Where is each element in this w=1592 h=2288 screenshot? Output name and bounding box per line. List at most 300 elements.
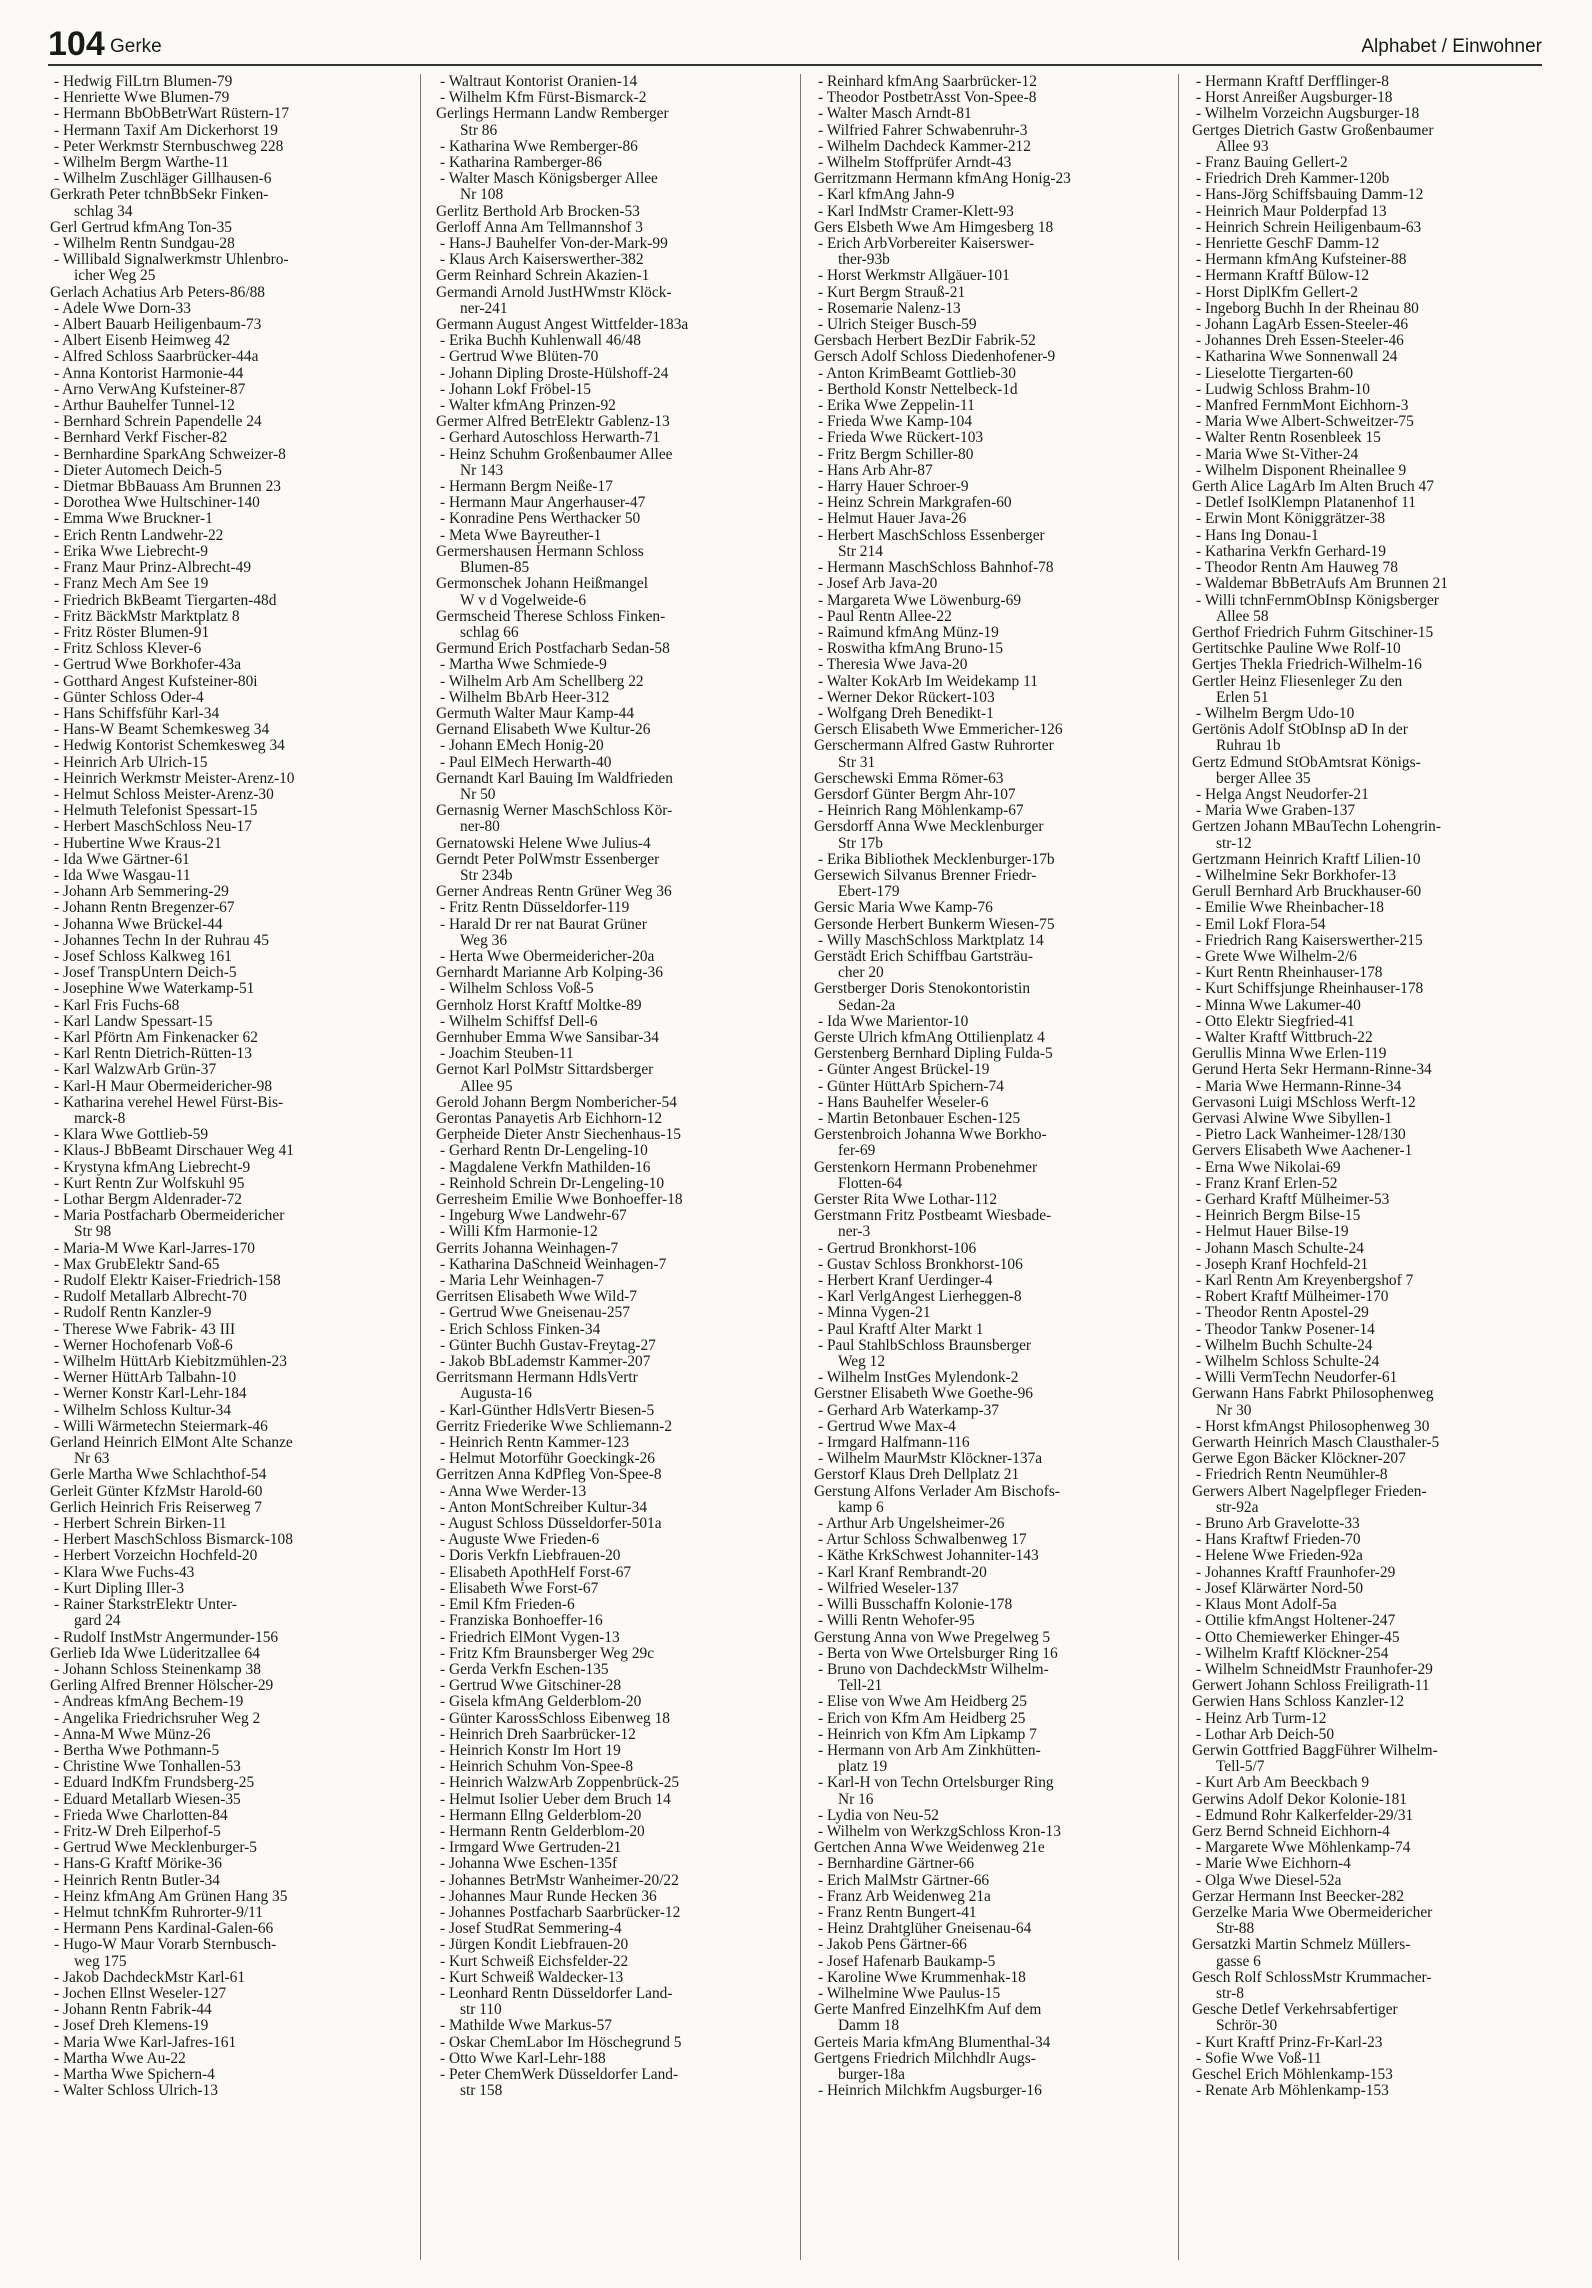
sub-entry: - Johanna Wwe Brückel-44: [50, 917, 408, 933]
sub-entry: - Paul ElMech Herwarth-40: [436, 755, 794, 771]
sub-entry: - Gotthard Angest Kufsteiner-80i: [50, 674, 408, 690]
sub-entry: - Rosemarie Nalenz-13: [814, 301, 1172, 317]
surname-entry: Gersdorff Anna Wwe Mecklenburger: [814, 819, 1044, 836]
sub-entry: - Kurt Schiffsjunge Rheinhauser-178: [1192, 981, 1550, 997]
entry-continuation: Ebert-179: [838, 884, 900, 901]
sub-entry: - Karl-H Maur Obermeidericher-98: [50, 1079, 408, 1095]
sub-entry: - Heinz kfmAng Am Grünen Hang 35: [50, 1889, 408, 1905]
sub-entry: - Gertrud Bronkhorst-106: [814, 1241, 1172, 1257]
entry-continuation: Str 17b: [838, 835, 883, 852]
sub-entry: - Erika Bibliothek Mecklenburger-17b: [814, 852, 1172, 868]
sub-entry: - Helmut Isolier Ueber dem Bruch 14: [436, 1792, 794, 1808]
entry-continuation: Str-88: [1216, 1921, 1255, 1938]
sub-entry: - Helga Angst Neudorfer-21: [1192, 787, 1550, 803]
sub-entry: - Horst kfmAngst Philosophenweg 30: [1192, 1419, 1550, 1435]
sub-entry: - Willi Kfm Harmonie-12: [436, 1224, 794, 1240]
column-3: [814, 74, 1172, 2099]
entry-continuation: cher 20: [838, 965, 884, 982]
sub-entry: - Hedwig FilLtrn Blumen-79: [50, 74, 408, 90]
sub-entry: - Robert Kraftf Mülheimer-170: [1192, 1289, 1550, 1305]
surname-entry: Gerund Herta Sekr Hermann-Rinne-34: [1192, 1062, 1432, 1079]
entry-continuation: str 158: [460, 2083, 503, 2100]
sub-entry: - Günter Schloss Oder-4: [50, 690, 408, 706]
surname-entry: Gerritsen Elisabeth Wwe Wild-7: [436, 1289, 637, 1306]
sub-entry: - Frieda Wwe Rückert-103: [814, 430, 1172, 446]
sub-entry: - Renate Arb Möhlenkamp-153: [1192, 2083, 1550, 2099]
sub-entry: - Martha Wwe Spichern-4: [50, 2067, 408, 2083]
sub-entry: - Mathilde Wwe Markus-57: [436, 2018, 794, 2034]
surname-entry: Gerontas Panayetis Arb Eichhorn-12: [436, 1111, 663, 1127]
surname-entry: Gerull Bernhard Arb Bruckhauser-60: [1192, 884, 1422, 901]
surname-entry: Germershausen Hermann Schloss: [436, 543, 644, 560]
surname-entry: Gerstner Elisabeth Wwe Goethe-96: [814, 1386, 1033, 1403]
sub-entry: - Albert Eisenb Heimweg 42: [50, 333, 408, 349]
surname-entry: Gertjes Thekla Friedrich-Wilhelm-16: [1192, 657, 1422, 674]
sub-entry: - Dietmar BbBauass Am Brunnen 23: [50, 479, 408, 495]
sub-entry: - August Schloss Düsseldorfer-501a: [436, 1516, 794, 1532]
entry-continuation: Sedan-2a: [838, 997, 896, 1014]
sub-entry: - Johann Masch Schulte-24: [1192, 1241, 1550, 1257]
sub-entry: - Katharina verehel Hewel Fürst-Bis-: [50, 1095, 408, 1111]
sub-entry: - Joseph Kranf Hochfeld-21: [1192, 1257, 1550, 1273]
sub-entry: - Lothar Bergm Aldenrader-72: [50, 1192, 408, 1208]
sub-entry: - Heinrich Rentn Butler-34: [50, 1873, 408, 1889]
sub-entry: - Walter KokArb Im Weidekamp 11: [814, 674, 1172, 690]
surname-entry: Gerteis Maria kfmAng Blumenthal-34: [814, 2034, 1051, 2051]
entry-continuation: Tell-21: [838, 1678, 883, 1695]
sub-entry: - Paul StahlbSchloss Braunsberger: [814, 1338, 1172, 1354]
sub-entry: - Franz Kranf Erlen-52: [1192, 1176, 1550, 1192]
sub-entry: - Kurt Arb Am Beeckbach 9: [1192, 1775, 1550, 1791]
surname-entry: Gerwann Hans Fabrkt Philosophenweg: [1192, 1386, 1434, 1403]
sub-entry: - Hermann MaschSchloss Bahnhof-78: [814, 560, 1172, 576]
sub-entry: - Gertrud Wwe Blüten-70: [436, 349, 794, 365]
surname-entry: Gesch Rolf SchlossMstr Krummacher-: [1192, 1969, 1432, 1986]
sub-entry: - Johann Rentn Bregenzer-67: [50, 900, 408, 916]
sub-entry: - Heinrich Rentn Kammer-123: [436, 1435, 794, 1451]
sub-entry: - Hermann Taxif Am Dickerhorst 19: [50, 123, 408, 139]
sub-entry: - Max GrubElektr Sand-65: [50, 1257, 408, 1273]
page-header: [48, 26, 1542, 62]
sub-entry: - Karl Rentn Am Kreyenbergshof 7: [1192, 1273, 1550, 1289]
surname-entry: Gernholz Horst Kraftf Moltke-89: [436, 997, 642, 1014]
sub-entry: - Wilhelm Rentn Sundgau-28: [50, 236, 408, 252]
sub-entry: - Bernhard Schrein Papendelle 24: [50, 414, 408, 430]
sub-entry: - Hugo-W Maur Vorarb Sternbusch-: [50, 1937, 408, 1953]
sub-entry: - Reinhold Schrein Dr-Lengeling-10: [436, 1176, 794, 1192]
surname-entry: Germscheid Therese Schloss Finken-: [436, 608, 666, 625]
sub-entry: - Heinrich Konstr Im Hort 19: [436, 1743, 794, 1759]
sub-entry: - Elise von Wwe Am Heidberg 25: [814, 1694, 1172, 1710]
sub-entry: - Heinrich Werkmstr Meister-Arenz-10: [50, 771, 408, 787]
sub-entry: - Harald Dr rer nat Baurat Grüner: [436, 917, 794, 933]
sub-entry: - Gertrud Wwe Mecklenburger-5: [50, 1840, 408, 1856]
sub-entry: - Eduard Metallarb Wiesen-35: [50, 1792, 408, 1808]
sub-entry: - Hans Arb Ahr-87: [814, 463, 1172, 479]
sub-entry: - Erich MalMstr Gärtner-66: [814, 1873, 1172, 1889]
sub-entry: - Karl IndMstr Cramer-Klett-93: [814, 204, 1172, 220]
entry-continuation: berger Allee 35: [1216, 770, 1311, 787]
sub-entry: - Willi VermTechn Neudorfer-61: [1192, 1370, 1550, 1386]
surname-entry: Germ Reinhard Schrein Akazien-1: [436, 268, 650, 285]
sub-entry: - Hermann Kraftf Bülow-12: [1192, 268, 1550, 284]
sub-entry: - Gertrud Wwe Max-4: [814, 1419, 1172, 1435]
surname-entry: Gerullis Minna Wwe Erlen-119: [1192, 1046, 1387, 1063]
surname-entry: Gerlich Heinrich Fris Reiserweg 7: [50, 1499, 262, 1516]
sub-entry: - Johannes Dreh Essen-Steeler-46: [1192, 333, 1550, 349]
sub-entry: - Horst Anreißer Augsburger-18: [1192, 90, 1550, 106]
sub-entry: - Kurt Schweiß Eichsfelder-22: [436, 1954, 794, 1970]
sub-entry: - Hubertine Wwe Kraus-21: [50, 836, 408, 852]
sub-entry: - Anton KrimBeamt Gottlieb-30: [814, 366, 1172, 382]
surname-entry: Gerlieb Ida Wwe Lüderitzallee 64: [50, 1645, 260, 1662]
surname-entry: Gertitschke Pauline Wwe Rolf-10: [1192, 641, 1401, 658]
sub-entry: - Wilhelm Zuschläger Gillhausen-6: [50, 171, 408, 187]
surname-entry: Gerstenbroich Johanna Wwe Borkho-: [814, 1127, 1047, 1144]
sub-entry: - Jochen Ellnst Weseler-127: [50, 1986, 408, 2002]
entry-continuation: Str 98: [74, 1224, 112, 1241]
sub-entry: - Erwin Mont Königgrätzer-38: [1192, 511, 1550, 527]
sub-entry: - Friedrich ElMont Vygen-13: [436, 1630, 794, 1646]
sub-entry: - Theodor Tankw Posener-14: [1192, 1322, 1550, 1338]
sub-entry: - Raimund kfmAng Münz-19: [814, 625, 1172, 641]
sub-entry: - Eduard IndKfm Frundsberg-25: [50, 1775, 408, 1791]
sub-entry: - Wilfried Weseler-137: [814, 1581, 1172, 1597]
sub-entry: - Herbert MaschSchloss Essenberger: [814, 528, 1172, 544]
sub-entry: - Anna Kontorist Harmonie-44: [50, 366, 408, 382]
sub-entry: - Irmgard Wwe Gertruden-21: [436, 1840, 794, 1856]
sub-entry: - Hermann von Arb Am Zinkhütten-: [814, 1743, 1172, 1759]
entry-continuation: kamp 6: [838, 1499, 884, 1516]
surname-entry: Gerschermann Alfred Gastw Ruhrorter: [814, 738, 1054, 755]
sub-entry: - Wilhelm Kfm Fürst-Bismarck-2: [436, 90, 794, 106]
sub-entry: - Hans Kraftwf Frieden-70: [1192, 1532, 1550, 1548]
entry-continuation: icher Weg 25: [74, 268, 156, 285]
sub-entry: - Herbert Kranf Uerdinger-4: [814, 1273, 1172, 1289]
sub-entry: - Willi Busschaffn Kolonie-178: [814, 1597, 1172, 1613]
sub-entry: - Klaus Mont Adolf-5a: [1192, 1597, 1550, 1613]
sub-entry: - Heinrich Arb Ulrich-15: [50, 755, 408, 771]
sub-entry: - Hermann Bergm Neiße-17: [436, 479, 794, 495]
sub-entry: - Wilhelm Vorzeichn Augsburger-18: [1192, 106, 1550, 122]
surname-entry: Gernand Elisabeth Wwe Kultur-26: [436, 722, 651, 739]
sub-entry: - Wilhelm Disponent Rheinallee 9: [1192, 463, 1550, 479]
sub-entry: - Heinrich von Kfm Am Lipkamp 7: [814, 1727, 1172, 1743]
sub-entry: - Johann EMech Honig-20: [436, 738, 794, 754]
surname-entry: Gerwe Egon Bäcker Klöckner-207: [1192, 1451, 1406, 1468]
sub-entry: - Hedwig Kontorist Schemkesweg 34: [50, 738, 408, 754]
entry-continuation: Nr 143: [460, 462, 504, 479]
surname-entry: Geschel Erich Möhlenkamp-153: [1192, 2066, 1393, 2083]
sub-entry: - Rudolf Rentn Kanzler-9: [50, 1305, 408, 1321]
entry-continuation: str-92a: [1216, 1499, 1259, 1516]
entry-continuation: Nr 30: [1216, 1402, 1252, 1419]
sub-entry: - Maria Postfacharb Obermeidericher: [50, 1208, 408, 1224]
entry-continuation: Ruhrau 1b: [1216, 738, 1281, 755]
sub-entry: - Herbert MaschSchloss Neu-17: [50, 819, 408, 835]
sub-entry: - Erich von Kfm Am Heidberg 25: [814, 1711, 1172, 1727]
sub-entry: - Wilhelm HüttArb Kiebitzmühlen-23: [50, 1354, 408, 1370]
sub-entry: - Doris Verkfn Liebfrauen-20: [436, 1548, 794, 1564]
surname-entry: Germer Alfred BetrElektr Gablenz-13: [436, 414, 670, 431]
surname-entry: Germonschek Johann Heißmangel: [436, 576, 648, 593]
sub-entry: - Artur Schloss Schwalbenweg 17: [814, 1532, 1172, 1548]
sub-entry: - Gerhard Arb Waterkamp-37: [814, 1403, 1172, 1419]
sub-entry: - Heinrich Maur Polderpfad 13: [1192, 204, 1550, 220]
sub-entry: - Günter Angest Brückel-19: [814, 1062, 1172, 1078]
sub-entry: - Ingeborg Buchh In der Rheinau 80: [1192, 301, 1550, 317]
sub-entry: - Maria Wwe St-Vither-24: [1192, 447, 1550, 463]
sub-entry: - Werner Dekor Rückert-103: [814, 690, 1172, 706]
sub-entry: - Hans-W Beamt Schemkesweg 34: [50, 722, 408, 738]
sub-entry: - Olga Wwe Diesel-52a: [1192, 1873, 1550, 1889]
surname-entry: Gerstmann Fritz Postbeamt Wiesbade-: [814, 1208, 1052, 1225]
sub-entry: - Horst Werkmstr Allgäuer-101: [814, 268, 1172, 284]
entry-continuation: ner-241: [460, 300, 508, 317]
sub-entry: - Günter KarossSchloss Eibenweg 18: [436, 1711, 794, 1727]
sub-entry: - Karl WalzwArb Grün-37: [50, 1062, 408, 1078]
sub-entry: - Gertrud Wwe Gneisenau-257: [436, 1305, 794, 1321]
sub-entry: - Auguste Wwe Frieden-6: [436, 1532, 794, 1548]
sub-entry: - Herbert Vorzeichn Hochfeld-20: [50, 1548, 408, 1564]
entry-continuation: schlag 66: [460, 624, 519, 641]
sub-entry: - Heinz Arb Turm-12: [1192, 1711, 1550, 1727]
sub-entry: - Walter Masch Arndt-81: [814, 106, 1172, 122]
sub-entry: - Willi tchnFernmObInsp Königsberger: [1192, 593, 1550, 609]
sub-entry: - Bertha Wwe Pothmann-5: [50, 1743, 408, 1759]
sub-entry: - Hans Bauhelfer Weseler-6: [814, 1095, 1172, 1111]
surname-entry: Gerlach Achatius Arb Peters-86/88: [50, 284, 265, 301]
surname-entry: Gernhardt Marianne Arb Kolping-36: [436, 965, 663, 982]
sub-entry: - Gerhard Rentn Dr-Lengeling-10: [436, 1143, 794, 1159]
entry-continuation: Weg 12: [838, 1354, 886, 1371]
surname-entry: Gerlings Hermann Landw Remberger: [436, 106, 669, 123]
sub-entry: - Willi Rentn Wehofer-95: [814, 1613, 1172, 1629]
page-number: 104: [48, 25, 105, 63]
surname-entry: Gerschewski Emma Römer-63: [814, 770, 1004, 787]
sub-entry: - Wilhelm Kraftf Klöckner-254: [1192, 1646, 1550, 1662]
sub-entry: - Dorothea Wwe Hultschiner-140: [50, 495, 408, 511]
sub-entry: - Gustav Schloss Bronkhorst-106: [814, 1257, 1172, 1273]
entry-continuation: fer-69: [838, 1143, 876, 1160]
entry-continuation: ther-93b: [838, 252, 890, 269]
sub-entry: - Jürgen Kondit Liebfrauen-20: [436, 1937, 794, 1953]
surname-entry: Gerzar Hermann Inst Beecker-282: [1192, 1888, 1405, 1905]
section-title: Alphabet / Einwohner: [1361, 36, 1542, 57]
entry-continuation: str 110: [460, 2002, 502, 2019]
sub-entry: - Johann Schloss Steinenkamp 38: [50, 1662, 408, 1678]
sub-entry: - Angelika Friedrichsruher Weg 2: [50, 1711, 408, 1727]
sub-entry: - Theodor Rentn Am Hauweg 78: [1192, 560, 1550, 576]
sub-entry: - Helmuth Telefonist Spessart-15: [50, 803, 408, 819]
sub-entry: - Hans Ing Donau-1: [1192, 528, 1550, 544]
sub-entry: - Sofie Wwe Voß-11: [1192, 2051, 1550, 2067]
column-1: [50, 74, 408, 2099]
sub-entry: - Willibald Signalwerkmstr Uhlenbro-: [50, 252, 408, 268]
sub-entry: - Klara Wwe Fuchs-43: [50, 1565, 408, 1581]
surname-entry: Gerrits Johanna Weinhagen-7: [436, 1240, 619, 1257]
sub-entry: - Meta Wwe Bayreuther-1: [436, 528, 794, 544]
sub-entry: - Heinrich Rang Möhlenkamp-67: [814, 803, 1172, 819]
surname-entry: Gersch Elisabeth Wwe Emmericher-126: [814, 722, 1063, 739]
surname-entry: Gerte Manfred EinzelhKfm Auf dem: [814, 2002, 1042, 2019]
sub-entry: - Emilie Wwe Rheinbacher-18: [1192, 900, 1550, 916]
surname-entry: Gernandt Karl Bauing Im Waldfrieden: [436, 770, 673, 787]
sub-entry: - Josef Schloss Kalkweg 161: [50, 949, 408, 965]
sub-entry: - Frieda Wwe Charlotten-84: [50, 1808, 408, 1824]
sub-entry: - Ludwig Schloss Brahm-10: [1192, 382, 1550, 398]
sub-entry: - Fritz Kfm Braunsberger Weg 29c: [436, 1646, 794, 1662]
surname-entry: Gersdorf Günter Bergm Ahr-107: [814, 786, 1016, 803]
sub-entry: - Wilhelm Schloss Voß-5: [436, 981, 794, 997]
sub-entry: - Walter kfmAng Prinzen-92: [436, 398, 794, 414]
sub-entry: - Hermann Rentn Gelderblom-20: [436, 1824, 794, 1840]
sub-entry: - Bernhard Verkf Fischer-82: [50, 430, 408, 446]
surname-entry: Gertz Edmund StObAmtsrat Königs-: [1192, 754, 1421, 771]
sub-entry: - Paul Kraftf Alter Markt 1: [814, 1322, 1172, 1338]
sub-entry: - Franz Rentn Bungert-41: [814, 1905, 1172, 1921]
sub-entry: - Johannes BetrMstr Wanheimer-20/22: [436, 1873, 794, 1889]
entry-continuation: marck-8: [74, 1111, 126, 1127]
sub-entry: - Karl-H von Techn Ortelsburger Ring: [814, 1775, 1172, 1791]
surname-entry: Gerl Gertrud kfmAng Ton-35: [50, 219, 233, 236]
surname-entry: Gerster Rita Wwe Lothar-112: [814, 1192, 998, 1209]
sub-entry: - Hermann Kraftf Derfflinger-8: [1192, 74, 1550, 90]
sub-entry: - Pietro Lack Wanheimer-128/130: [1192, 1127, 1550, 1143]
sub-entry: - Josef Dreh Klemens-19: [50, 2018, 408, 2034]
surname-entry: Gesche Detlef Verkehrsabfertiger: [1192, 2002, 1398, 2019]
sub-entry: - Gisela kfmAng Gelderblom-20: [436, 1694, 794, 1710]
sub-entry: - Wilhelm MaurMstr Klöckner-137a: [814, 1451, 1172, 1467]
sub-entry: - Ottilie kfmAngst Holtener-247: [1192, 1613, 1550, 1629]
sub-entry: - Adele Wwe Dorn-33: [50, 301, 408, 317]
sub-entry: - Walter Kraftf Wittbruch-22: [1192, 1030, 1550, 1046]
sub-entry: - Berthold Konstr Nettelbeck-1d: [814, 382, 1172, 398]
sub-entry: - Otto Chemiewerker Ehinger-45: [1192, 1630, 1550, 1646]
sub-entry: - Johann Lokf Fröbel-15: [436, 382, 794, 398]
sub-entry: - Leonhard Rentn Düsseldorfer Land-: [436, 1986, 794, 2002]
sub-entry: - Alfred Schloss Saarbrücker-44a: [50, 349, 408, 365]
sub-entry: - Franz Bauing Gellert-2: [1192, 155, 1550, 171]
sub-entry: - Berta von Wwe Ortelsburger Ring 16: [814, 1646, 1172, 1662]
surname-entry: Gerzelke Maria Wwe Obermeidericher: [1192, 1904, 1433, 1921]
surname-entry: Gerritzen Anna KdPfleg Von-Spee-8: [436, 1467, 662, 1484]
sub-entry: - Wilhelmine Sekr Borkhofer-13: [1192, 868, 1550, 884]
sub-entry: - Karl-Günther HdlsVertr Biesen-5: [436, 1403, 794, 1419]
entry-continuation: burger-18a: [838, 2066, 905, 2083]
surname-entry: Germuth Walter Maur Kamp-44: [436, 705, 635, 722]
entry-continuation: schlag 34: [74, 203, 133, 220]
entry-continuation: ner-80: [460, 819, 500, 836]
sub-entry: - Wilhelm Schloss Schulte-24: [1192, 1354, 1550, 1370]
sub-entry: - Helmut Hauer Java-26: [814, 511, 1172, 527]
sub-entry: - Harry Hauer Schroer-9: [814, 479, 1172, 495]
surname-entry: Gernatowski Helene Wwe Julius-4: [436, 835, 651, 852]
column-divider: [800, 74, 801, 2260]
entry-continuation: Nr 63: [74, 1451, 110, 1468]
entry-continuation: Blumen-85: [460, 560, 530, 577]
sub-entry: - Katharina DaSchneid Weinhagen-7: [436, 1257, 794, 1273]
sub-entry: - Anna-M Wwe Münz-26: [50, 1727, 408, 1743]
column-2: [436, 74, 794, 2099]
sub-entry: - Fritz Bergm Schiller-80: [814, 447, 1172, 463]
sub-entry: - Rudolf Metallarb Albrecht-70: [50, 1289, 408, 1305]
sub-entry: - Werner Konstr Karl-Lehr-184: [50, 1386, 408, 1402]
sub-entry: - Karl Rentn Dietrich-Rütten-13: [50, 1046, 408, 1062]
sub-entry: - Hans Schiffsführ Karl-34: [50, 706, 408, 722]
surname-entry: Gerritzmann Hermann kfmAng Honig-23: [814, 171, 1071, 188]
surname-entry: Gervasoni Luigi MSchloss Werft-12: [1192, 1094, 1416, 1111]
sub-entry: - Peter Werkmstr Sternbuschweg 228: [50, 139, 408, 155]
sub-entry: - Werner HüttArb Talbahn-10: [50, 1370, 408, 1386]
surname-entry: Gersewich Silvanus Brenner Friedr-: [814, 867, 1037, 884]
sub-entry: - Margareta Wwe Löwenburg-69: [814, 593, 1172, 609]
sub-entry: - Manfred FernmMont Eichhorn-3: [1192, 398, 1550, 414]
sub-entry: - Wolfgang Dreh Benedikt-1: [814, 706, 1172, 722]
entry-continuation: Str 234b: [460, 867, 513, 884]
sub-entry: - Wilhelm Arb Am Schellberg 22: [436, 674, 794, 690]
surname-entry: Gertchen Anna Wwe Weidenweg 21e: [814, 1840, 1045, 1857]
sub-entry: - Johann Rentn Fabrik-44: [50, 2002, 408, 2018]
entry-continuation: str-12: [1216, 835, 1252, 852]
surname-entry: Gerritsmann Hermann HdlsVertr: [436, 1370, 638, 1387]
sub-entry: - Gerda Verkfn Eschen-135: [436, 1662, 794, 1678]
sub-entry: - Erich ArbVorbereiter Kaiserswer-: [814, 236, 1172, 252]
sub-entry: - Wilhelm BbArb Heer-312: [436, 690, 794, 706]
entry-continuation: Str 214: [838, 543, 883, 560]
entry-continuation: Nr 50: [460, 786, 496, 803]
sub-entry: - Grete Wwe Wilhelm-2/6: [1192, 949, 1550, 965]
surname-entry: Gerstorf Klaus Dreh Dellplatz 21: [814, 1467, 1020, 1484]
sub-entry: - Hermann BbObBetrWart Rüstern-17: [50, 106, 408, 122]
sub-entry: - Bruno von DachdeckMstr Wilhelm-: [814, 1662, 1172, 1678]
sub-entry: - Heinz Drahtglüher Gneisenau-64: [814, 1921, 1172, 1937]
sub-entry: - Kurt Rentn Zur Wolfskuhl 95: [50, 1176, 408, 1192]
sub-entry: - Klaus Arch Kaiserswerther-382: [436, 252, 794, 268]
sub-entry: - Herbert Schrein Birken-11: [50, 1516, 408, 1532]
sub-entry: - Hermann Ellng Gelderblom-20: [436, 1808, 794, 1824]
sub-entry: - Friedrich Rentn Neumühler-8: [1192, 1467, 1550, 1483]
sub-entry: - Karl kfmAng Jahn-9: [814, 187, 1172, 203]
entry-continuation: ner-3: [838, 1224, 871, 1241]
sub-entry: - Margarete Wwe Möhlenkamp-74: [1192, 1840, 1550, 1856]
sub-entry: - Gerhard Autoschloss Herwarth-71: [436, 430, 794, 446]
sub-entry: - Helene Wwe Frieden-92a: [1192, 1548, 1550, 1564]
sub-entry: - Bernhardine Gärtner-66: [814, 1856, 1172, 1872]
sub-entry: - Anton MontSchreiber Kultur-34: [436, 1500, 794, 1516]
sub-entry: - Hans-G Kraftf Mörike-36: [50, 1856, 408, 1872]
surname-entry: Gerz Bernd Schneid Eichhorn-4: [1192, 1823, 1390, 1840]
entry-continuation: Nr 108: [460, 187, 504, 204]
surname-entry: Gernot Karl PolMstr Sittardsberger: [436, 1062, 654, 1079]
sub-entry: - Ida Wwe Marientor-10: [814, 1014, 1172, 1030]
sub-entry: - Herta Wwe Obermeidericher-20a: [436, 949, 794, 965]
sub-entry: - Elisabeth Wwe Forst-67: [436, 1581, 794, 1597]
surname-entry: Gertges Dietrich Gastw Großenbaumer: [1192, 122, 1434, 139]
sub-entry: - Johannes Techn In der Ruhrau 45: [50, 933, 408, 949]
surname-entry: Gerlitz Berthold Arb Brocken-53: [436, 203, 640, 220]
sub-entry: - Karl Fris Fuchs-68: [50, 998, 408, 1014]
sub-entry: - Erich Rentn Landwehr-22: [50, 528, 408, 544]
sub-entry: - Hans-J Bauhelfer Von-der-Mark-99: [436, 236, 794, 252]
surname-entry: Gertzen Johann MBauTechn Lohengrin-: [1192, 819, 1441, 836]
sub-entry: - Emil Lokf Flora-54: [1192, 917, 1550, 933]
sub-entry: - Bernhardine SparkAng Schweizer-8: [50, 447, 408, 463]
surname-entry: Gerwien Hans Schloss Kanzler-12: [1192, 1694, 1405, 1711]
sub-entry: - Waltraut Kontorist Oranien-14: [436, 74, 794, 90]
sub-entry: - Katharina Wwe Sonnenwall 24: [1192, 349, 1550, 365]
sub-entry: - Emil Kfm Frieden-6: [436, 1597, 794, 1613]
